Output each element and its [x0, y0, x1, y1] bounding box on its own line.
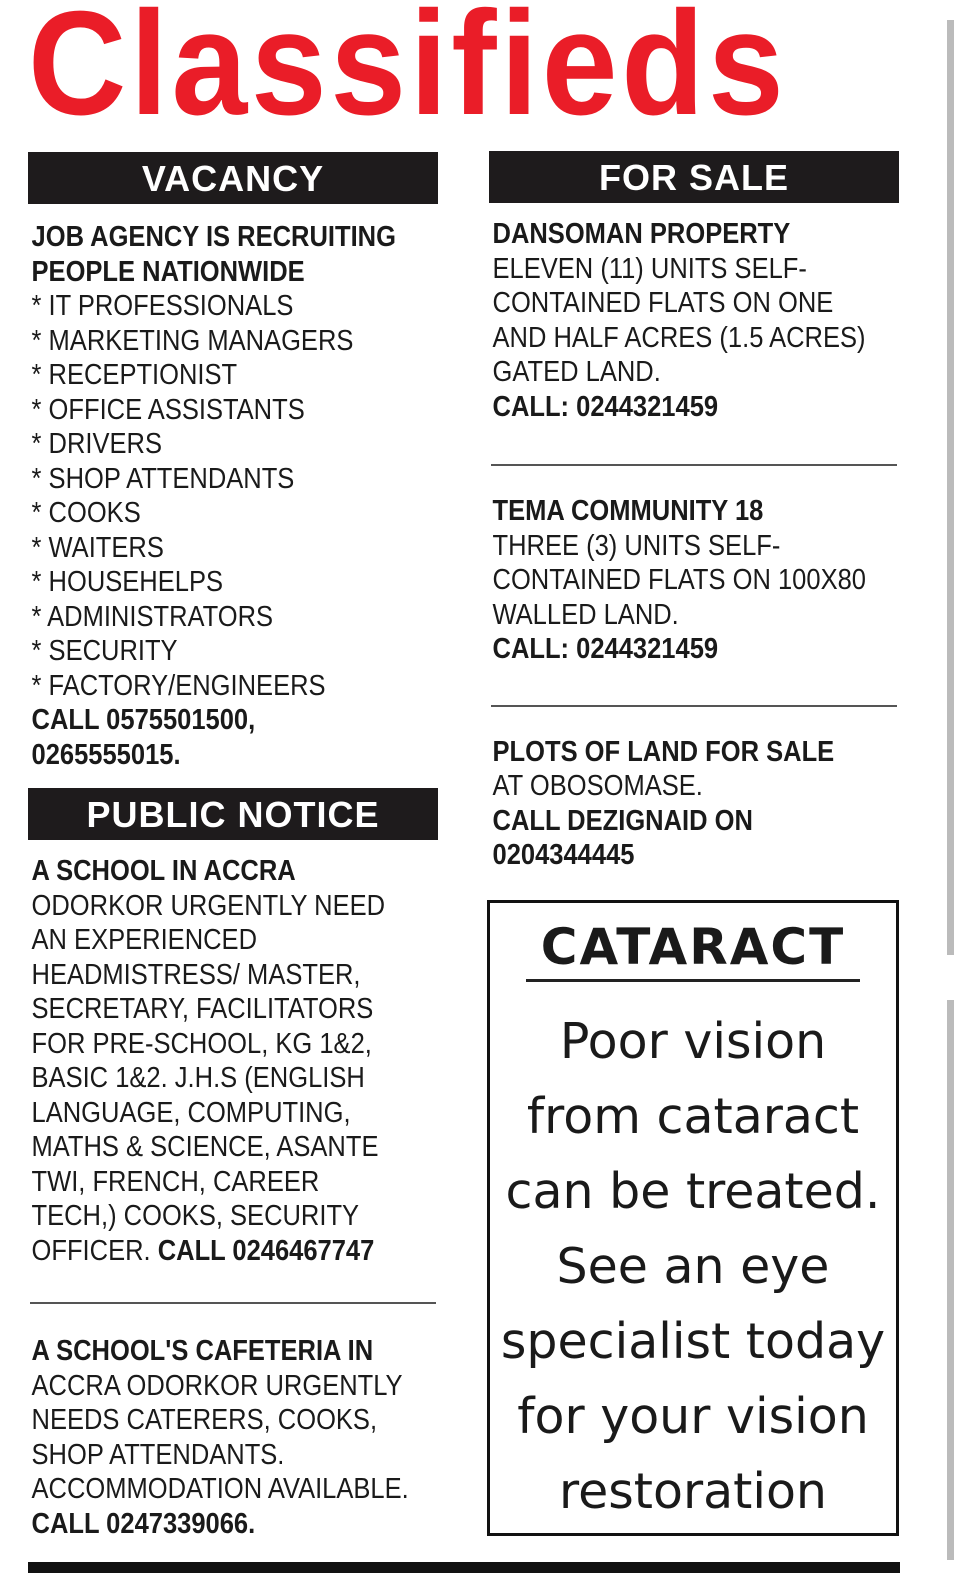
public-notice-ad-2 — [28, 1304, 439, 1541]
ad-line: FOR PRE-SCHOOL, KG 1&2, — [31, 1027, 372, 1060]
list-item: * HOUSEHELPS — [31, 566, 223, 598]
list-item: * WAITERS — [31, 531, 164, 564]
vacancy-headline: PEOPLE NATIONWIDE — [31, 255, 305, 288]
list-item: * OFFICE ASSISTANTS — [31, 393, 305, 426]
vacancy-call: CALL 0575501500, — [31, 704, 256, 736]
cataract-line: Poor vision — [559, 1013, 827, 1070]
ad-line: GATED LAND. — [492, 356, 661, 388]
cataract-ad — [487, 900, 899, 1536]
list-item: * IT PROFESSIONALS — [31, 290, 294, 322]
vacancy-headline: JOB AGENCY IS RECRUITING — [31, 221, 396, 253]
ad-line: THREE (3) UNITS SELF- — [492, 529, 781, 562]
left-column — [28, 152, 438, 1541]
list-item: * SHOP ATTENDANTS — [31, 462, 295, 495]
ad-line: ACCOMMODATION AVAILABLE. — [31, 1473, 409, 1505]
ad-call: CALL: 0244321459 — [492, 390, 719, 423]
ad-call: CALL DEZIGNAID ON — [492, 804, 753, 837]
ad-line: AND HALF ACRES (1.5 ACRES) — [492, 321, 866, 354]
public-notice-header: PUBLIC NOTICE — [28, 788, 438, 840]
list-item: * SECURITY — [31, 635, 178, 667]
list-item: * COOKS — [31, 497, 141, 529]
for-sale-ad-2 — [489, 466, 900, 667]
ad-headline: A SCHOOL'S CAFETERIA IN — [31, 1335, 374, 1367]
list-item: * FACTORY/ENGINEERS — [31, 669, 326, 702]
cataract-line: from cataract — [526, 1088, 860, 1145]
bottom-rule — [28, 1562, 900, 1573]
cataract-line: restoration — [559, 1463, 827, 1520]
vacancy-ad — [28, 204, 439, 772]
ad-line — [32, 1234, 440, 1269]
ad-line: ACCRA ODORKOR URGENTLY — [31, 1369, 403, 1402]
masthead-title: Classifieds — [28, 0, 788, 134]
vacancy-list — [32, 289, 440, 703]
ad-line: CONTAINED FLATS ON 100X80 — [492, 564, 866, 596]
list-item: * RECEPTIONIST — [31, 359, 238, 391]
vacancy-header: VACANCY — [28, 152, 438, 204]
list-item: * ADMINISTRATORS — [31, 600, 274, 633]
list-item: * MARKETING MANAGERS — [31, 324, 354, 357]
ad-line: HEADMISTRESS/ MASTER, — [31, 958, 361, 991]
ad-line: AT OBOSOMASE. — [492, 770, 703, 802]
ad-line: WALLED LAND. — [492, 598, 679, 631]
ad-headline: TEMA COMMUNITY 18 — [492, 495, 764, 527]
cataract-line: specialist today — [500, 1313, 886, 1370]
ad-call: 0204344445 — [492, 839, 635, 871]
ad-line: AN EXPERIENCED — [31, 924, 258, 956]
cataract-line: for your vision — [517, 1388, 869, 1445]
right-column — [489, 151, 899, 873]
public-notice-ad-1 — [28, 840, 439, 1268]
ad-line: NEEDS CATERERS, COOKS, — [31, 1404, 378, 1436]
list-item: * DRIVERS — [31, 428, 162, 460]
ad-line: SHOP ATTENDANTS. — [31, 1438, 285, 1471]
ad-headline: DANSOMAN PROPERTY — [492, 218, 791, 250]
page-edge-mark — [947, 20, 954, 955]
ad-line: LANGUAGE, COMPUTING, — [31, 1096, 351, 1129]
for-sale-ad-1 — [489, 203, 900, 424]
for-sale-ad-3 — [489, 707, 900, 873]
cataract-title: CATARACT — [526, 917, 860, 982]
cataract-line: can be treated. — [505, 1163, 881, 1220]
for-sale-header: FOR SALE — [489, 151, 899, 203]
ad-text: OFFICER. — [31, 1234, 158, 1267]
page-edge-mark — [947, 1000, 954, 1560]
ad-line: ELEVEN (11) UNITS SELF- — [492, 252, 807, 285]
cataract-line: See an eye — [556, 1238, 830, 1295]
ad-headline: PLOTS OF LAND FOR SALE — [492, 735, 835, 768]
ad-line: SECRETARY, FACILITATORS — [31, 993, 374, 1025]
ad-line: TWI, FRENCH, CAREER — [31, 1165, 320, 1198]
ad-call: CALL 0247339066. — [31, 1507, 256, 1540]
ad-headline: A SCHOOL IN ACCRA — [31, 855, 296, 887]
ad-line: TECH,) COOKS, SECURITY — [31, 1200, 360, 1232]
ad-line: ODORKOR URGENTLY NEED — [31, 889, 386, 922]
ad-line: CONTAINED FLATS ON ONE — [492, 287, 834, 319]
ad-call: CALL: 0244321459 — [492, 633, 719, 665]
ad-call: CALL 0246467747 — [157, 1234, 375, 1267]
vacancy-call: 0265555015. — [31, 738, 181, 771]
cataract-body — [490, 1004, 896, 1529]
ad-line: BASIC 1&2. J.H.S (ENGLISH — [31, 1062, 365, 1094]
ad-line: MATHS & SCIENCE, ASANTE — [31, 1131, 379, 1163]
